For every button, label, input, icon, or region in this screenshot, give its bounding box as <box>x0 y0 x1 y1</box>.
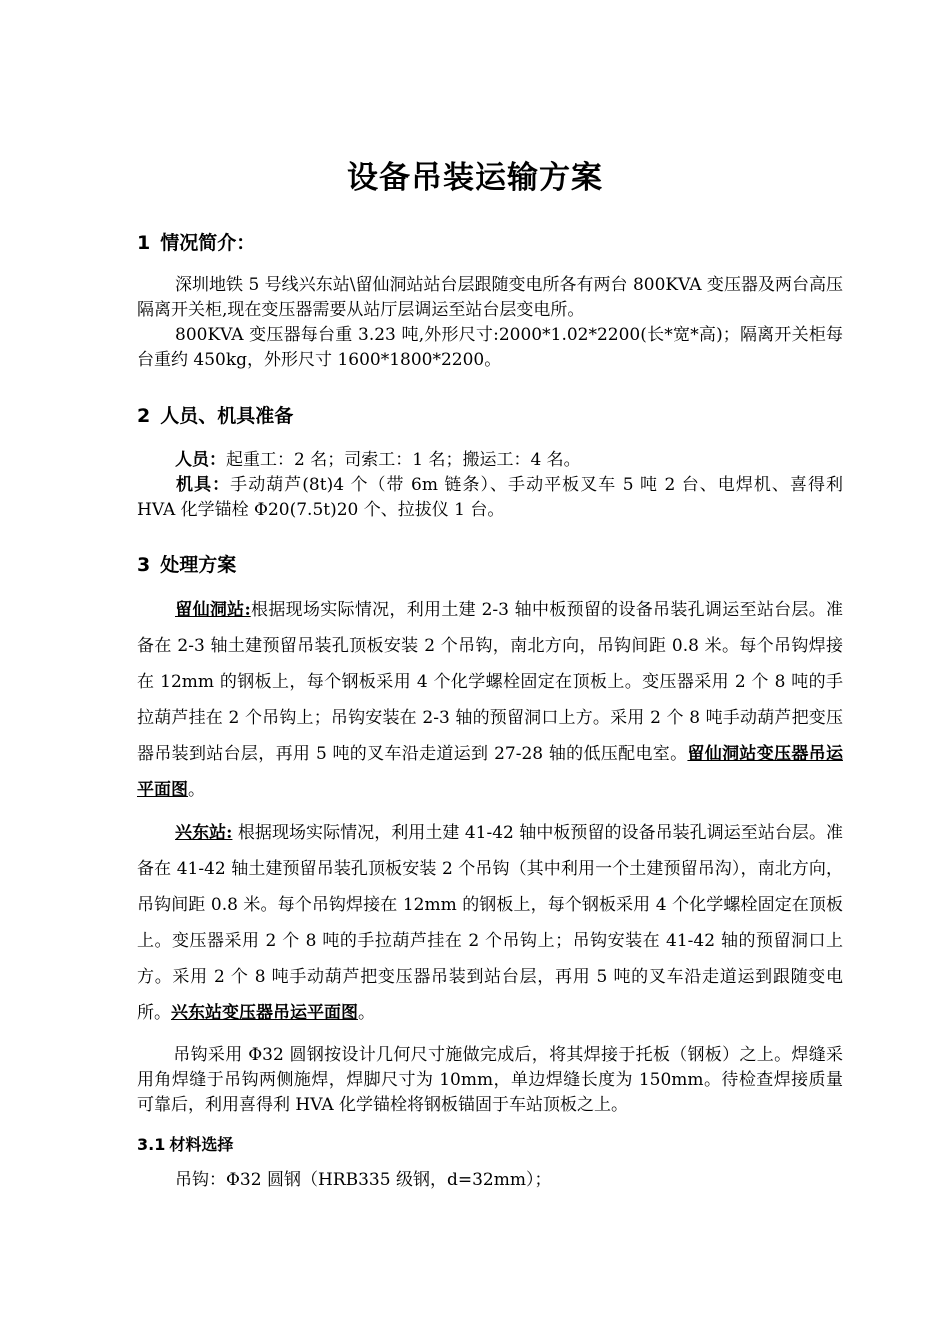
staff-label: 人员： <box>175 450 226 470</box>
lxd-text: 根据现场实际情况，利用土建 2-3 轴中板预留的设备吊装孔调运至站台层。准备在 2-3 轴土建预留吊装孔顶板安装 2 个吊钩，南北方向，吊钩间距 0.8 米。每个吊钩焊接在 12mm 的钢板上，每个钢板采用 4 个化学螺栓固定在顶板上。变压器采用 2 个 8 吨的手拉葫芦挂在 2 个吊钩上；吊钩安装在 2-3 轴的预留洞口上方。采用 2 个 8 吨手动葫芦把变压器吊装到站台层，再用 5 吨的叉车沿走道运到 27-28 轴的低压配电室。 <box>137 600 844 764</box>
material-paragraph <box>137 1168 843 1193</box>
section-number: 1 <box>137 232 151 254</box>
section-number: 3 <box>137 554 151 576</box>
staff-text: 起重工：2 名；司索工：1 名；搬运工：4 名。 <box>226 450 581 470</box>
intro-paragraph-1 <box>137 273 843 323</box>
section-3-heading <box>137 550 236 577</box>
lxd-paragraph <box>137 592 843 808</box>
hook-paragraph <box>137 1043 843 1118</box>
intro-paragraph-2 <box>137 323 843 373</box>
tools-label: 机具： <box>175 475 231 495</box>
xd-paragraph <box>137 815 843 1031</box>
section-title: 处理方案 <box>160 554 237 576</box>
tools-text: 手动葫芦(8t)4 个（带 6m 链条）、手动平板叉车 5 吨 2 台、电焊机、喜得利 HVA 化学锚栓 Φ20(7.5t)20 个、拉拔仪 1 台。 <box>137 475 844 520</box>
lxd-station-label: 留仙洞站: <box>175 600 251 620</box>
xd-period: 。 <box>358 1003 375 1023</box>
section-2-heading <box>137 401 293 428</box>
lxd-plan-link[interactable]: 留仙洞站变压器吊运平面图 <box>137 744 843 800</box>
document-title: 设备吊装运输方案 <box>347 160 603 196</box>
section-1-heading <box>137 228 255 255</box>
section-title: 情况简介： <box>160 232 256 254</box>
xd-plan-link[interactable]: 兴东站变压器吊运平面图 <box>171 1003 358 1023</box>
subsection-title: 材料选择 <box>169 1135 234 1154</box>
section-title: 人员、机具准备 <box>160 405 294 427</box>
intro-text-2: 800KVA 变压器每台重 3.23 吨,外形尺寸:2000*1.02*2200(长*宽*高)；隔离开关柜每台重约 450kg，外形尺寸 1600*1800*2200。 <box>137 325 843 370</box>
intro-text-1: 深圳地铁 5 号线兴东站\留仙洞站站台层跟随变电所各有两台 800KVA 变压器及两台高压隔离开关柜,现在变压器需要从站厅层调运至站台层变电所。 <box>137 275 843 320</box>
subsection-3-1-heading <box>137 1132 233 1155</box>
subsection-number: 3.1 <box>137 1135 166 1154</box>
xd-text: 根据现场实际情况，利用土建 41-42 轴中板预留的设备吊装孔调运至站台层。准备在 41-42 轴土建预留吊装孔顶板安装 2 个吊钩（其中利用一个土建预留吊沟），南北方向，吊钩间距 0.8 米。每个吊钩焊接在 12mm 的钢板上，每个钢板采用 4 个化学螺栓固定在顶板上。变压器采用 2 个 8 吨的手拉葫芦挂在 2 个吊钩上；吊钩安装在 41-42 轴的预留洞口上方。采用 2 个 8 吨手动葫芦把变压器吊装到站台层，再用 5 吨的叉车沿走道运到跟随变电所。 <box>137 823 843 1023</box>
material-text: 吊钩：Φ32 圆钢（HRB335 级钢，d=32mm）； <box>175 1170 552 1190</box>
section-number: 2 <box>137 405 151 427</box>
tools-paragraph <box>137 473 843 523</box>
hook-text: 吊钩采用 Φ32 圆钢按设计几何尺寸施做完成后，将其焊接于托板（钢板）之上。焊缝采用角焊缝于吊钩两侧施焊，焊脚尺寸为 10mm，单边焊缝长度为 150mm。待检查焊接质量可靠后，利用喜得利 HVA 化学锚栓将钢板锚固于车站顶板之上。 <box>137 1045 843 1115</box>
xd-station-label: 兴东站: <box>175 823 233 843</box>
staff-paragraph <box>137 448 843 473</box>
lxd-period: 。 <box>188 780 205 800</box>
